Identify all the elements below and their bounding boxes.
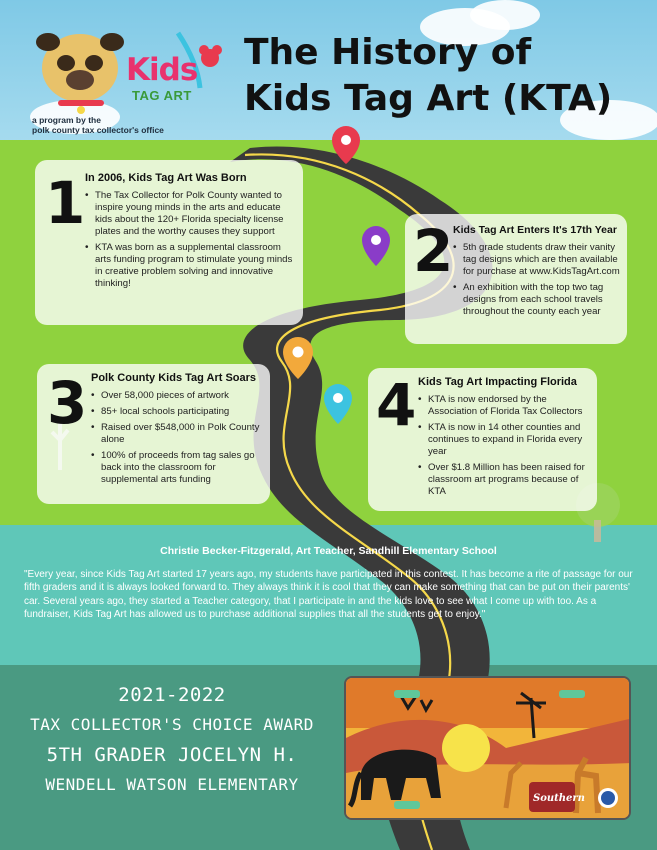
title-line2: Kids Tag Art (KTA): [244, 78, 613, 119]
milestone-bullets: [91, 390, 267, 490]
milestone-bullet: • Over 58,000 pieces of artwork: [91, 390, 267, 402]
milestone-title: Kids Tag Art Enters It's 17th Year: [453, 224, 617, 236]
pin-icon-blue: [324, 384, 352, 424]
milestone-title: Polk County Kids Tag Art Soars: [91, 372, 257, 384]
plate-logo-text: Southern: [533, 793, 585, 804]
award-text: [22, 680, 322, 800]
logo-subtitle: [32, 115, 232, 135]
milestone-bullet: • 100% of proceeds from tag sales go back into the classroom for supplemental arts funding: [91, 450, 267, 486]
milestone-bullet: • KTA is now in 14 other counties and continues to expand in Florida every year: [418, 422, 594, 458]
page-title: [244, 30, 644, 122]
milestone-bullet: • Over $1.8 Million has been raised for classroom art programs because of KTA: [418, 462, 594, 498]
logo-subtitle-line2: polk county tax collector's office: [32, 125, 164, 135]
milestone-bullets: [418, 394, 594, 502]
milestone-title: In 2006, Kids Tag Art Was Born: [85, 172, 247, 184]
milestone-bullet: • The Tax Collector for Polk County wanted to inspire young minds in the arts and educate kids about the 120+ Florida specialty license plates and the worthy causes they support: [85, 190, 293, 238]
milestone-card-2: [405, 214, 627, 344]
milestone-bullets: [453, 242, 623, 322]
milestone-bullet: • 5th grade students draw their vanity tag designs which are then available for purchase at www.KidsTagArt.com: [453, 242, 623, 278]
award-name: TAX COLLECTOR'S CHOICE AWARD: [30, 715, 314, 734]
award-year: 2021-2022: [118, 684, 226, 706]
milestone-number: 2: [413, 217, 454, 285]
logo-subtitle-line1: a program by the: [32, 115, 101, 125]
winning-license-plate: [344, 676, 631, 820]
quote-text: "Every year, since Kids Tag Art started 17 years ago, my students have participated in this contest. It has become a rite of passage for our fifth graders and it is always looked forward to. They always think it is cool that they can make something that can be put on their parents' car. Several years ago, they started a Teacher category, that I participate in and the kids love to see what I come up with too. As a fundraiser, Kids Tag Art has allowed us to purchase additional supplies that all the students get to enjoy.": [24, 569, 633, 621]
logo-word: Kids: [126, 52, 198, 88]
milestone-bullet: • Raised over $548,000 in Polk County alone: [91, 422, 267, 446]
milestone-number: 4: [376, 371, 417, 439]
milestone-bullet: • 85+ local schools participating: [91, 406, 267, 418]
milestone-bullet: • KTA is now endorsed by the Association of Florida Tax Collectors: [418, 394, 594, 418]
milestone-bullets: [85, 190, 293, 294]
award-winner: 5TH GRADER JOCELYN H.: [46, 744, 298, 766]
quote-author: Christie Becker-Fitzgerald, Art Teacher, Sandhill Elementary School: [160, 545, 497, 557]
milestone-number: 1: [45, 169, 86, 237]
logo-tag-text: TAG ART: [132, 88, 192, 103]
milestone-card-1: [35, 160, 303, 325]
pin-icon-purple: [362, 226, 390, 266]
milestone-card-4: [368, 368, 597, 511]
milestone-card-3: [37, 364, 270, 504]
milestone-title: Kids Tag Art Impacting Florida: [418, 376, 577, 388]
milestone-bullet: • KTA was born as a supplemental classroom arts funding program to stimulate young minds in creative problem solving and innovative thinking!: [85, 242, 293, 290]
milestone-bullet: • An exhibition with the top two tag designs from each school travels throughout the county each year: [453, 282, 623, 318]
milestone-number: 3: [47, 369, 88, 437]
title-line1: The History of: [244, 32, 532, 73]
award-school: WENDELL WATSON ELEMENTARY: [45, 775, 299, 794]
plate-artwork: [346, 678, 631, 820]
